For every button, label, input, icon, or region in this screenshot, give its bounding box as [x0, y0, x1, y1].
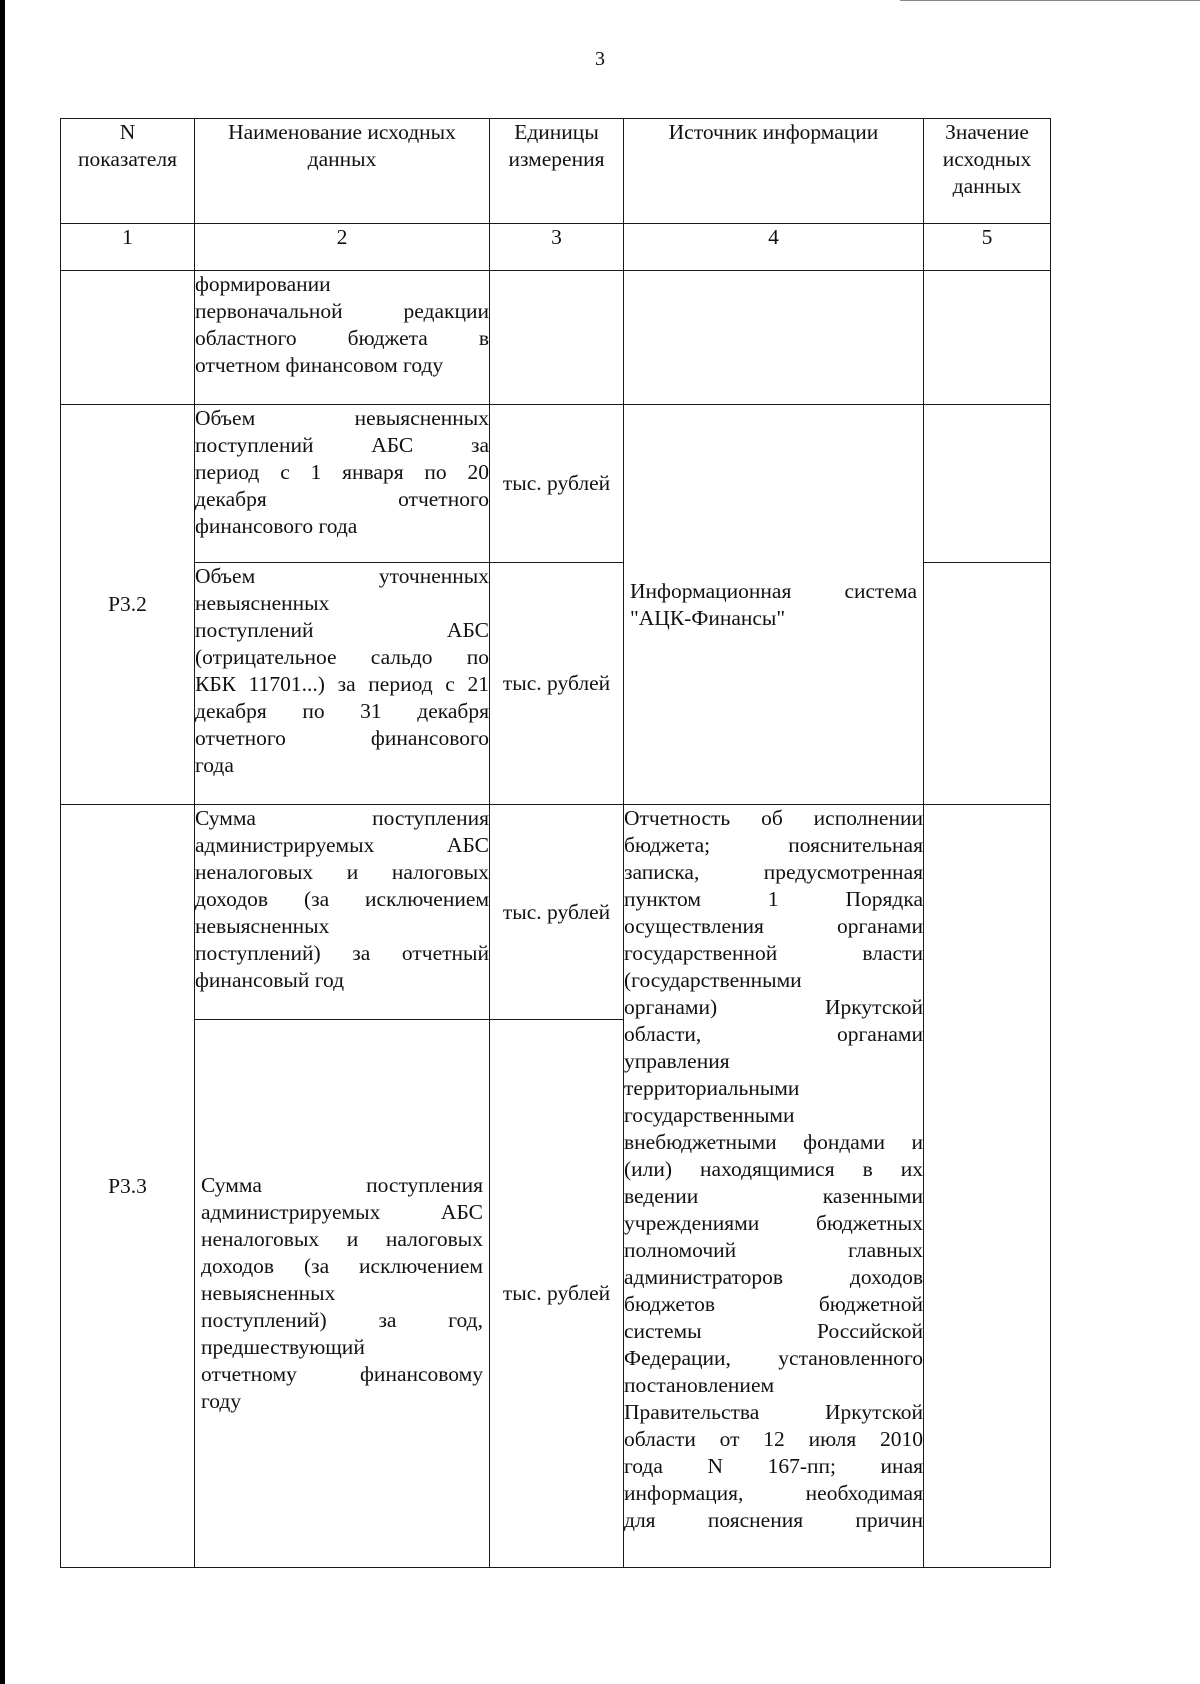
source-cell: Отчетность об исполнении бюджета; пояснительная записка, предусмотренная пунктом 1 Порядка осуществления органами государственной власти (государственными органами) Иркутской области, органами управления территориальными государственными внебюджетными фондами и (или) находящимися в их ведении казенными учреждениями бюджетных полномочий главных администраторов доходов бюджетов бюджетной системы Российской Федерации, установленного постановлением Правительства Иркутской области от 12 июля 2010 года N 167-пп; иная информация, необходимая для пояснения причин: [624, 805, 924, 1568]
column-number: 1: [61, 224, 195, 271]
value-cell: [924, 563, 1051, 805]
page-number: 3: [595, 48, 605, 70]
header-row: [61, 119, 1051, 224]
source-cell-empty: [624, 271, 924, 405]
name-cell: Сумма поступления администрируемых АБС неналоговых и налоговых доходов (за исключением невыясненных поступлений) за год, предшествующий отчетному финансовому году: [195, 1020, 490, 1568]
name-cell: Сумма поступления администрируемых АБС неналоговых и налоговых доходов (за исключением невыясненных поступлений) за отчетный финансовый год: [195, 805, 490, 1020]
unit-cell: тыс. рублей: [490, 1020, 624, 1568]
unit-cell: тыс. рублей: [490, 405, 624, 563]
column-number: 3: [490, 224, 624, 271]
table-row-continued: [61, 271, 1051, 405]
unit-cell: тыс. рублей: [490, 563, 624, 805]
top-rule: [900, 0, 1200, 1]
header-cell-4: Источник информации: [624, 119, 924, 224]
column-number-row: [61, 224, 1051, 271]
column-number: 5: [924, 224, 1051, 271]
name-cell: формировании первоначальной редакции областного бюджета в отчетном финансовом году: [195, 271, 490, 405]
header-cell-5: Значение исходных данных: [924, 119, 1051, 224]
header-cell-1: N показателя: [61, 119, 195, 224]
header-cell-2: Наименование исходных данных: [195, 119, 490, 224]
table-row: [61, 405, 1051, 563]
column-number: 2: [195, 224, 490, 271]
indicator-index: Р3.2: [61, 405, 195, 805]
name-cell: Объем невыясненных поступлений АБС за период с 1 января по 20 декабря отчетного финансового года: [195, 405, 490, 563]
index-cell-empty: [61, 271, 195, 405]
table-row: [61, 805, 1051, 1020]
value-cell-empty: [924, 271, 1051, 405]
column-number: 4: [624, 224, 924, 271]
unit-cell: тыс. рублей: [490, 805, 624, 1020]
unit-cell-empty: [490, 271, 624, 405]
source-cell: Информационная система "АЦК-Финансы": [624, 405, 924, 805]
header-cell-3: Единицы измерения: [490, 119, 624, 224]
indicator-table: [60, 118, 1051, 1568]
value-cell: [924, 805, 1051, 1568]
name-cell: Объем уточненных невыясненных поступлений АБС (отрицательное сальдо по КБК 11701...) за период с 21 декабря по 31 декабря отчетного финансового года: [195, 563, 490, 805]
indicator-index: Р3.3: [61, 805, 195, 1568]
scan-edge-bar: [0, 0, 5, 1684]
value-cell: [924, 405, 1051, 563]
